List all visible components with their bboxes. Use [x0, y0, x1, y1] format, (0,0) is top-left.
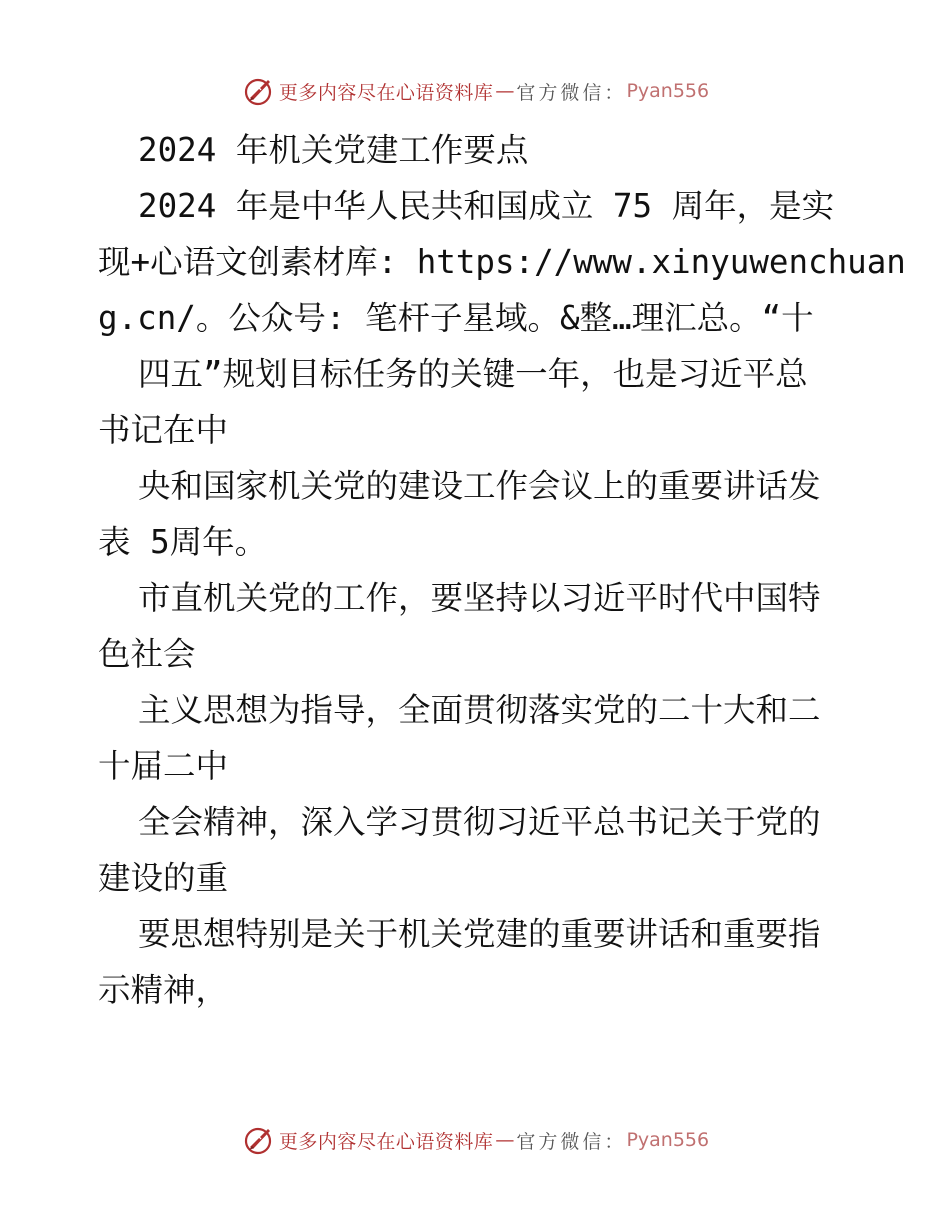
doc-line: 四五”规划目标任务的关键一年，也是习近平总	[138, 355, 808, 393]
banner-separator: —	[495, 1129, 515, 1151]
doc-line: 市直机关党的工作，要坚持以习近平时代中国特	[138, 579, 821, 617]
doc-line: 示精神，	[98, 971, 229, 1009]
banner-wechat-id: Pyan556	[626, 1129, 710, 1151]
quill-logo-icon	[241, 1123, 275, 1157]
banner-brand: 更多内容尽在心语资料库	[278, 81, 494, 104]
doc-line: 现+心语文创素材库: https://www.xinyuwenchuan	[98, 243, 906, 281]
doc-line: 2024 年是中华人民共和国成立 75 周年，是实	[138, 187, 835, 225]
doc-line: g.cn/。公众号: 笔杆子星域。&整…理汇总。“十	[98, 299, 814, 337]
document-body	[98, 122, 906, 1018]
doc-line: 色社会	[98, 635, 196, 673]
banner-wechat-label: 官方微信：	[516, 1130, 627, 1153]
quill-logo-icon	[241, 74, 275, 108]
footer-banner	[0, 1120, 950, 1160]
doc-title: 2024 年机关党建工作要点	[138, 131, 529, 169]
doc-line: 全会精神，深入学习贯彻习近平总书记关于党的	[138, 803, 821, 841]
banner-separator: —	[495, 80, 515, 102]
doc-line: 要思想特别是关于机关党建的重要讲话和重要指	[138, 915, 821, 953]
doc-line: 建设的重	[98, 859, 229, 897]
doc-line: 十届二中	[98, 747, 229, 785]
banner-wechat-id: Pyan556	[626, 80, 710, 102]
banner-wechat-label: 官方微信：	[516, 81, 627, 104]
doc-line: 表 5周年。	[98, 523, 268, 561]
banner-brand: 更多内容尽在心语资料库	[278, 1130, 494, 1153]
header-banner	[0, 71, 950, 111]
doc-line: 央和国家机关党的建设工作会议上的重要讲话发	[138, 467, 821, 505]
doc-line: 主义思想为指导，全面贯彻落实党的二十大和二	[138, 691, 821, 729]
doc-line: 书记在中	[98, 411, 229, 449]
